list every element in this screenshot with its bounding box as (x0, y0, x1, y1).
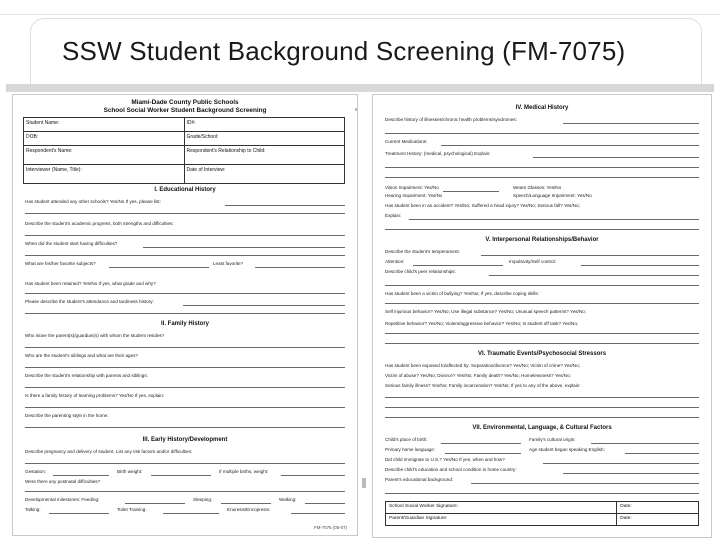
question-academic-progress: Describe the student's academic progress, both strengths and difficulties: (25, 221, 174, 226)
form-name: School Social Worker Student Background Screening (103, 106, 267, 114)
question-age-english: Age student began speaking English: (529, 447, 605, 452)
question-parenting-style: Describe the parenting style in the home: (25, 413, 109, 418)
form-page-2 (372, 94, 712, 538)
question-bullying: Has student been a victim of bullying? Yes/No; If yes, describe coping skills: (385, 291, 539, 296)
signature-date-cell: Date: (620, 516, 632, 521)
answer-line (385, 167, 699, 168)
question-pregnancy: Describe pregnancy and delivery of student. List any risk factors and/or difficulties: (25, 449, 193, 454)
question-other-schools: Has student attended any other schools? Yes/No If yes, please list: (25, 199, 161, 204)
page-marker (355, 108, 358, 111)
answer-line (385, 407, 699, 408)
answer-line (25, 313, 345, 314)
answer-line (49, 513, 109, 514)
grade-school-cell: Grade/School: (184, 132, 346, 145)
form-header (13, 99, 357, 114)
question-difficulties-start: When did the student start having difficulties? (25, 241, 118, 246)
answer-line (563, 473, 699, 474)
answer-line (543, 463, 699, 464)
table-row (23, 118, 345, 132)
answer-line (255, 267, 345, 268)
answer-line (25, 387, 345, 388)
question-medical-explain: Explain: (385, 213, 402, 218)
question-illnesses: Describe history of illnesses/chronic health problems/syndromes: (385, 117, 517, 122)
answer-line (591, 443, 699, 444)
question-enuresis: Enuresis/Encopresis: (227, 507, 271, 512)
answer-line (385, 493, 699, 494)
question-medications: Current Medications: (385, 139, 428, 144)
question-family-relationship: Describe the student's relationship with parents and siblings: (25, 373, 148, 378)
question-speech: Speech/Language Impairment: Yes/No (513, 193, 592, 198)
answer-line (385, 343, 699, 344)
form-page-1 (12, 94, 358, 536)
signature-table (385, 501, 699, 526)
section-medical-history: IV. Medical History (515, 105, 569, 111)
answer-line (471, 483, 699, 484)
question-retained: Has student been retained? Yes/No If yes, what grade and why? (25, 281, 156, 286)
answer-line (151, 475, 211, 476)
parent-signature-cell: Parent/Guardian Signature: (386, 514, 617, 525)
section-interpersonal: V. Interpersonal Relationships/Behavior (485, 237, 599, 243)
answer-line (563, 123, 699, 124)
answer-line (183, 305, 345, 306)
question-accident: Has student been in an accident? Yes/No; Suffered a head injury? Yes/No; Serious fall? Yes/No; (385, 203, 580, 208)
question-self-injurious: Self injurious behavior? Yes/No; Use illegal substance? Yes/No; Unusual speech patterns? Yes/No; (385, 309, 586, 314)
answer-line (385, 397, 699, 398)
question-attention: Attention: (385, 259, 405, 264)
question-vision: Vision Impairment: Yes/No (385, 185, 439, 190)
answer-line (25, 463, 345, 464)
question-walking: Walking: (279, 497, 297, 502)
answer-line (481, 255, 699, 256)
answer-line (625, 453, 699, 454)
respondent-relationship-cell: Respondent's Relationship to Child: (184, 146, 346, 164)
question-postnatal: Were there any postnatal difficulties? (25, 479, 101, 484)
student-id-cell: ID#: (184, 118, 346, 131)
section-environmental: VII. Environmental, Language, & Cultural Factors (472, 425, 612, 431)
table-row (23, 132, 345, 146)
table-row (23, 146, 345, 165)
section-traumatic-events: VI. Traumatic Events/Psychosocial Stressors (477, 351, 607, 357)
question-hearing: Hearing Impairment: Yes/No (385, 193, 443, 198)
answer-line (281, 475, 345, 476)
table-row (386, 514, 698, 525)
interviewer-cell: Interviewer (Name, Title): (23, 165, 184, 183)
answer-line (25, 213, 345, 214)
signature-date-cell: Date: (620, 504, 632, 509)
top-rule (0, 14, 720, 15)
answer-line (533, 157, 699, 158)
answer-line (409, 219, 699, 220)
question-attendance: Please describe the student's attendance and tardiness history: (25, 299, 154, 304)
question-talking: Talking: (25, 507, 41, 512)
question-sleeping: Sleeping: (193, 497, 213, 502)
answer-line (385, 229, 699, 230)
question-impulsivity: Impulsivity/Self control: (509, 259, 556, 264)
social-worker-signature-cell: School Social Worker Signature: (386, 502, 617, 513)
question-parents-resides: Who is/are the parent(s)/guardian(s) with whom the student resides? (25, 333, 165, 338)
question-least-favorite: Least favorite? (213, 261, 244, 266)
question-cultural-origin: Family's cultural origin: (529, 437, 576, 442)
answer-line (25, 407, 345, 408)
question-parent-education: Parent's educational background: (385, 477, 454, 482)
table-row (23, 165, 345, 184)
slide-title: SSW Student Background Screening (FM-7075) (62, 36, 626, 66)
question-learning-problems: Is there a family history of learning problems? Yes/No If yes, explain: (25, 393, 165, 398)
answer-line (225, 205, 345, 206)
answer-line (385, 417, 699, 418)
answer-line (25, 491, 345, 492)
answer-line (221, 503, 271, 504)
answer-line (25, 255, 345, 256)
answer-line (385, 133, 699, 134)
answer-line (25, 293, 345, 294)
answer-line (385, 177, 699, 178)
question-repetitive-behavior: Repetitive behavior? Yes/No; Violent/aggressive behavior? Yes/No; Is student off task? Yes/No; (385, 321, 579, 326)
question-home-language: Primary home language: (385, 447, 436, 452)
answer-line (581, 265, 699, 266)
section-educational-history: I. Educational History (154, 187, 216, 193)
interview-date-cell: Date of Interview: (184, 165, 346, 183)
question-temperament: Describe the student's temperament: (385, 249, 460, 254)
question-birth-weight: Birth weight: (117, 469, 143, 474)
question-feeding: Developmental milestones: Feeding: (25, 497, 100, 502)
answer-line (441, 145, 699, 146)
section-family-history: II. Family History (160, 321, 209, 327)
answer-line (53, 475, 109, 476)
answer-line (441, 443, 521, 444)
answer-line (305, 503, 345, 504)
question-glasses: Wears Glasses: Yes/No (513, 185, 562, 190)
answer-line (489, 275, 699, 276)
answer-line (143, 247, 345, 248)
scroll-marker (362, 478, 366, 488)
question-victim-abuse: Victim of abuse? Yes/No; Divorce? Yes/No; Family death? Yes/No; Homelessness? Yes/No; (385, 373, 571, 378)
question-family-illness: Serious family illness? Yes/No; Family incarceration? Yes/No; If yes to any of the above, explain: (385, 383, 581, 388)
answer-line (291, 513, 345, 514)
form-number: FM-7075 (05-07) (314, 525, 347, 530)
question-multiple-births: If multiple births, weight: (219, 469, 269, 474)
question-gestation: Gestation: (25, 469, 46, 474)
question-treatment-history: Treatment History: (medical, psychological) Explain: (385, 151, 491, 156)
student-name-cell: Student Name: (23, 118, 184, 131)
answer-line (163, 513, 219, 514)
answer-line (25, 235, 345, 236)
answer-line (25, 427, 345, 428)
answer-line (413, 265, 503, 266)
district-name: Miami-Dade County Public Schools (131, 99, 239, 106)
section-early-history: III. Early History/Development (142, 437, 228, 443)
answer-line (109, 267, 209, 268)
question-favorite-subjects: What are his/her favorite subjects? (25, 261, 96, 266)
student-info-table (23, 117, 345, 184)
dob-cell: DOB: (23, 132, 184, 145)
question-education-home-country: Describe child's education and school condition in home country: (385, 467, 517, 472)
question-toilet-training: Toilet Training: (117, 507, 147, 512)
question-siblings: Who are the student's siblings and what are their ages? (25, 353, 138, 358)
answer-line (385, 333, 699, 334)
question-immigrate: Did child immigrate to U.S.? Yes/No If yes, when and how? (385, 457, 505, 462)
answer-line (125, 503, 185, 504)
question-place-of-birth: Child's place of birth: (385, 437, 428, 442)
answer-line (443, 191, 499, 192)
respondent-name-cell: Respondent's Name: (23, 146, 184, 164)
answer-line (25, 367, 345, 368)
answer-line (385, 303, 699, 304)
table-row (386, 502, 698, 514)
answer-line (385, 285, 699, 286)
title-band (6, 84, 714, 92)
question-peer-relationships: Describe child's peer relationships: (385, 269, 456, 274)
question-exposed-separation: Has student been exposed to/affected by: Separation/divorce? Yes/No; Victim of crime? Yes/No; (385, 363, 580, 368)
answer-line (445, 453, 521, 454)
answer-line (25, 347, 345, 348)
